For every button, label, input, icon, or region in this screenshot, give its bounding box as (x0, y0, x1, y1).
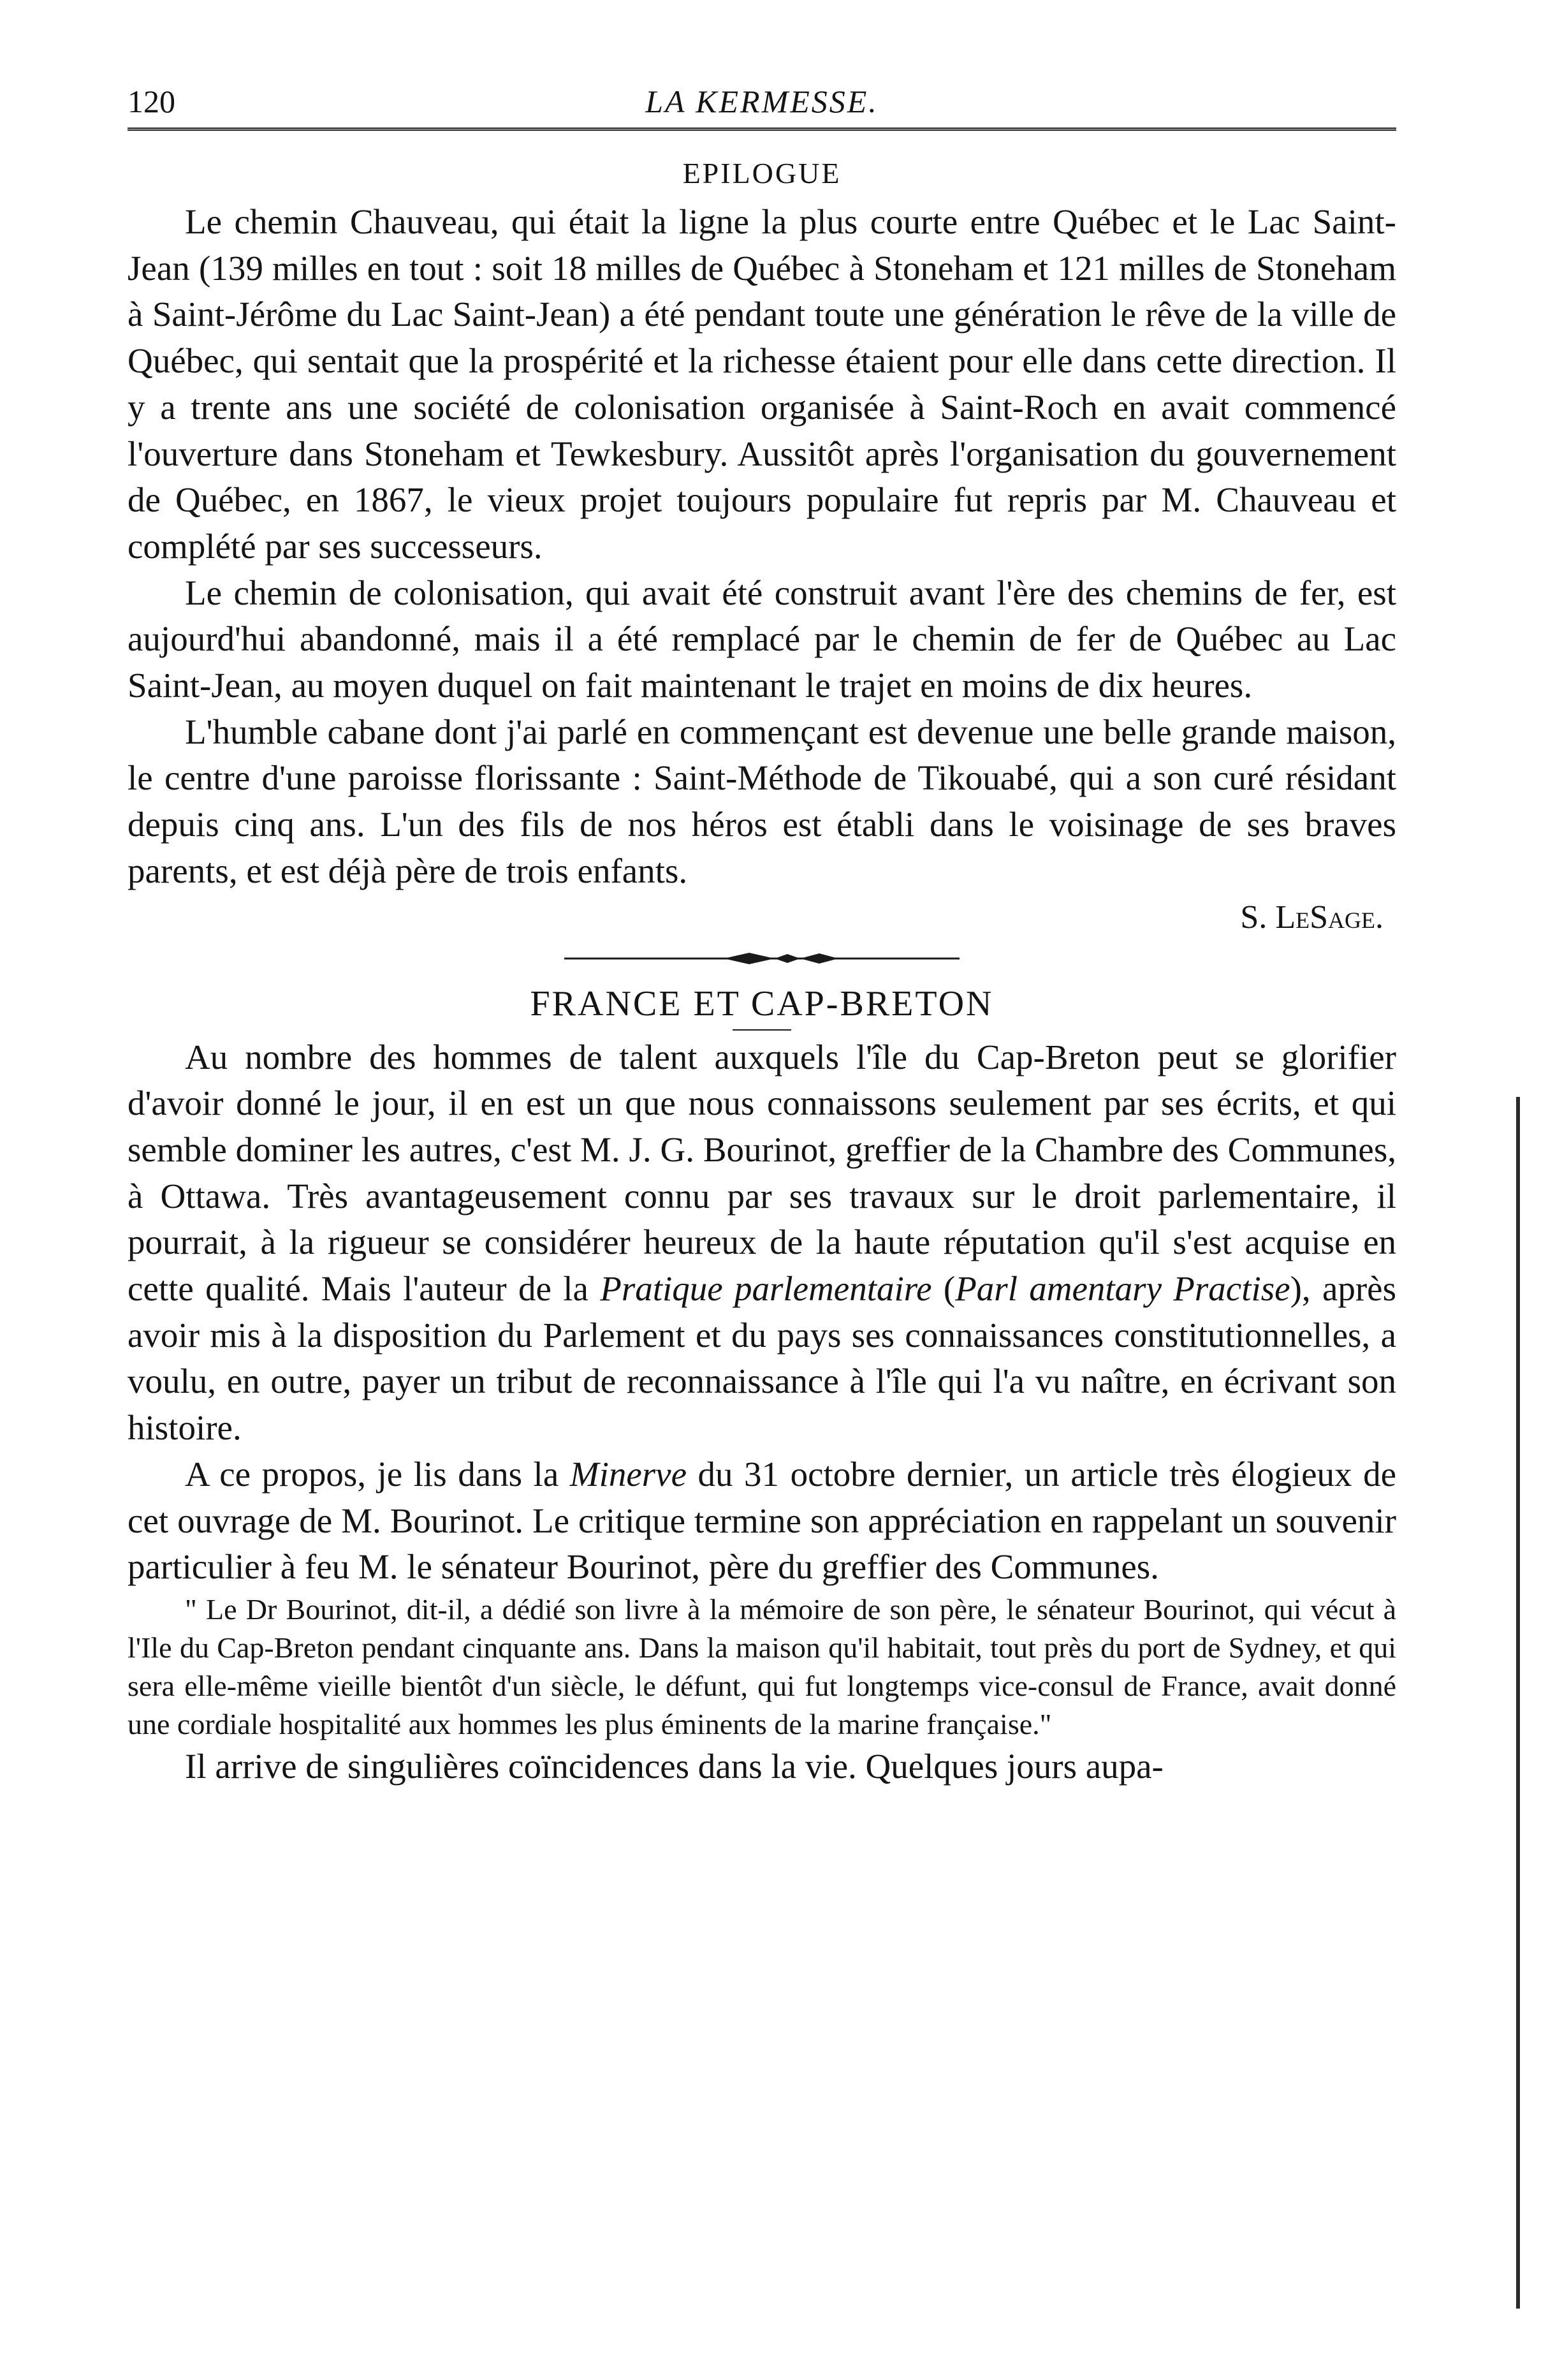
article-paragraph-3: Il arrive de singulières coïncidences dans la vie. Quelques jours aupa- (185, 1746, 1164, 1786)
title-rule (733, 1029, 791, 1031)
article-paragraph-2 (128, 1451, 1396, 1590)
scan-margin-mark (1516, 1097, 1520, 2309)
article-text: Au nombre des hommes de talent auxquels l'île du Cap-Breton peut se glorifier d'avoir donné le jour, il en est un que nous connaissons seulement par ses écrits, et qui semble dominer les autres, c'est M. J. G. Bourinot, greffier de la Chambre des Communes, à Ottawa. Très avantageusement connu par ses travaux sur le droit parlementaire, il pourrait, à la rigueur se considérer heureux de la haute réputation qu'il s'est acquise en cette qualité. Mais l'auteur de la (128, 1037, 1396, 1309)
ornament-divider (564, 949, 960, 968)
epilogue-paragraph-2: Le chemin de colonisation, qui avait été construit avant l'ère des chemins de fer, est aujourd'hui abandonné, mais il a été remplacé par le chemin de fer de Québec au Lac Saint-Jean, au moyen duquel on fait maintenant le trajet en moins de dix heures. (128, 573, 1396, 705)
epilogue-title: EPILOGUE (682, 157, 842, 189)
page (128, 70, 1396, 1790)
page-header (128, 70, 1396, 128)
article-text: ( (931, 1269, 956, 1309)
signature: S. LeSage. (1240, 899, 1384, 936)
quotation: " Le Dr Bourinot, dit-il, a dédié son livre à la mémoire de son père, le sénateur Bourinot, qui vécut à l'Ile du Cap-Breton pendant cinquante ans. Dans la maison qu'il habitait, tout près du port de Sydney, et qui sera elle-même vieille bientôt d'un siècle, le défunt, qui fut longtemps vice-consul de France, avait donné une cordiale hospitalité aux hommes les plus éminents de la marine française." (128, 1592, 1396, 1740)
header-rule (128, 128, 1396, 131)
book-title-english: Parl amentary Practise (955, 1269, 1290, 1309)
newspaper-title: Minerve (569, 1454, 687, 1494)
article-paragraph-1 (128, 1034, 1396, 1451)
epilogue-paragraph-1: Le chemin Chauveau, qui était la ligne la plus courte entre Québec et le Lac Saint-Jean (139 milles en tout : soit 18 milles de Québec à Stoneham et 121 milles de Stoneham à Saint-Jérôme du Lac Saint-Jean) a été pendant toute une génération le rêve de la ville de Québec, qui sentait que la prospérité et la richesse étaient pour elle dans cette direction. Il y a trente ans une société de colonisation organisée à Saint-Roch en avait commencé l'ouverture dans Stoneham et Tewkesbury. Aussitôt après l'organisation du gouvernement de Québec, en 1867, le vieux projet toujours populaire fut repris par M. Chauveau et complété par ses successeurs. (128, 202, 1396, 566)
article-text: A ce propos, je lis dans la (185, 1454, 570, 1494)
epilogue-paragraph-3: L'humble cabane dont j'ai parlé en commençant est devenue une belle grande maison, le centre d'une paroisse florissante : Saint-Méthode de Tikouabé, qui a son curé résidant depuis cinq ans. L'un des fils de nos héros est établi dans le voisinage de ses braves parents, et est déjà père de trois enfants. (128, 712, 1396, 890)
article-text: ), après avoir mis à la disposition du Parlement et du pays ses connaissances constitutionnelles, a voulu, en outre, payer un tribut de reconnaissance à l'île qui l'a vu naître, en écrivant son histoire. (128, 1269, 1396, 1448)
running-title: LA KERMESSE. (645, 84, 879, 119)
article-title: FRANCE ET CAP-BRETON (530, 983, 994, 1024)
book-title: Pratique parlementaire (600, 1269, 932, 1309)
page-number: 120 (128, 84, 175, 119)
article-text: du 31 octobre dernier, un article très élogieux de cet ouvrage de M. Bourinot. Le critique termine son appréciation en rappelant un souvenir particulier à feu M. le sénateur Bourinot, père du greffier des Communes. (128, 1454, 1396, 1587)
